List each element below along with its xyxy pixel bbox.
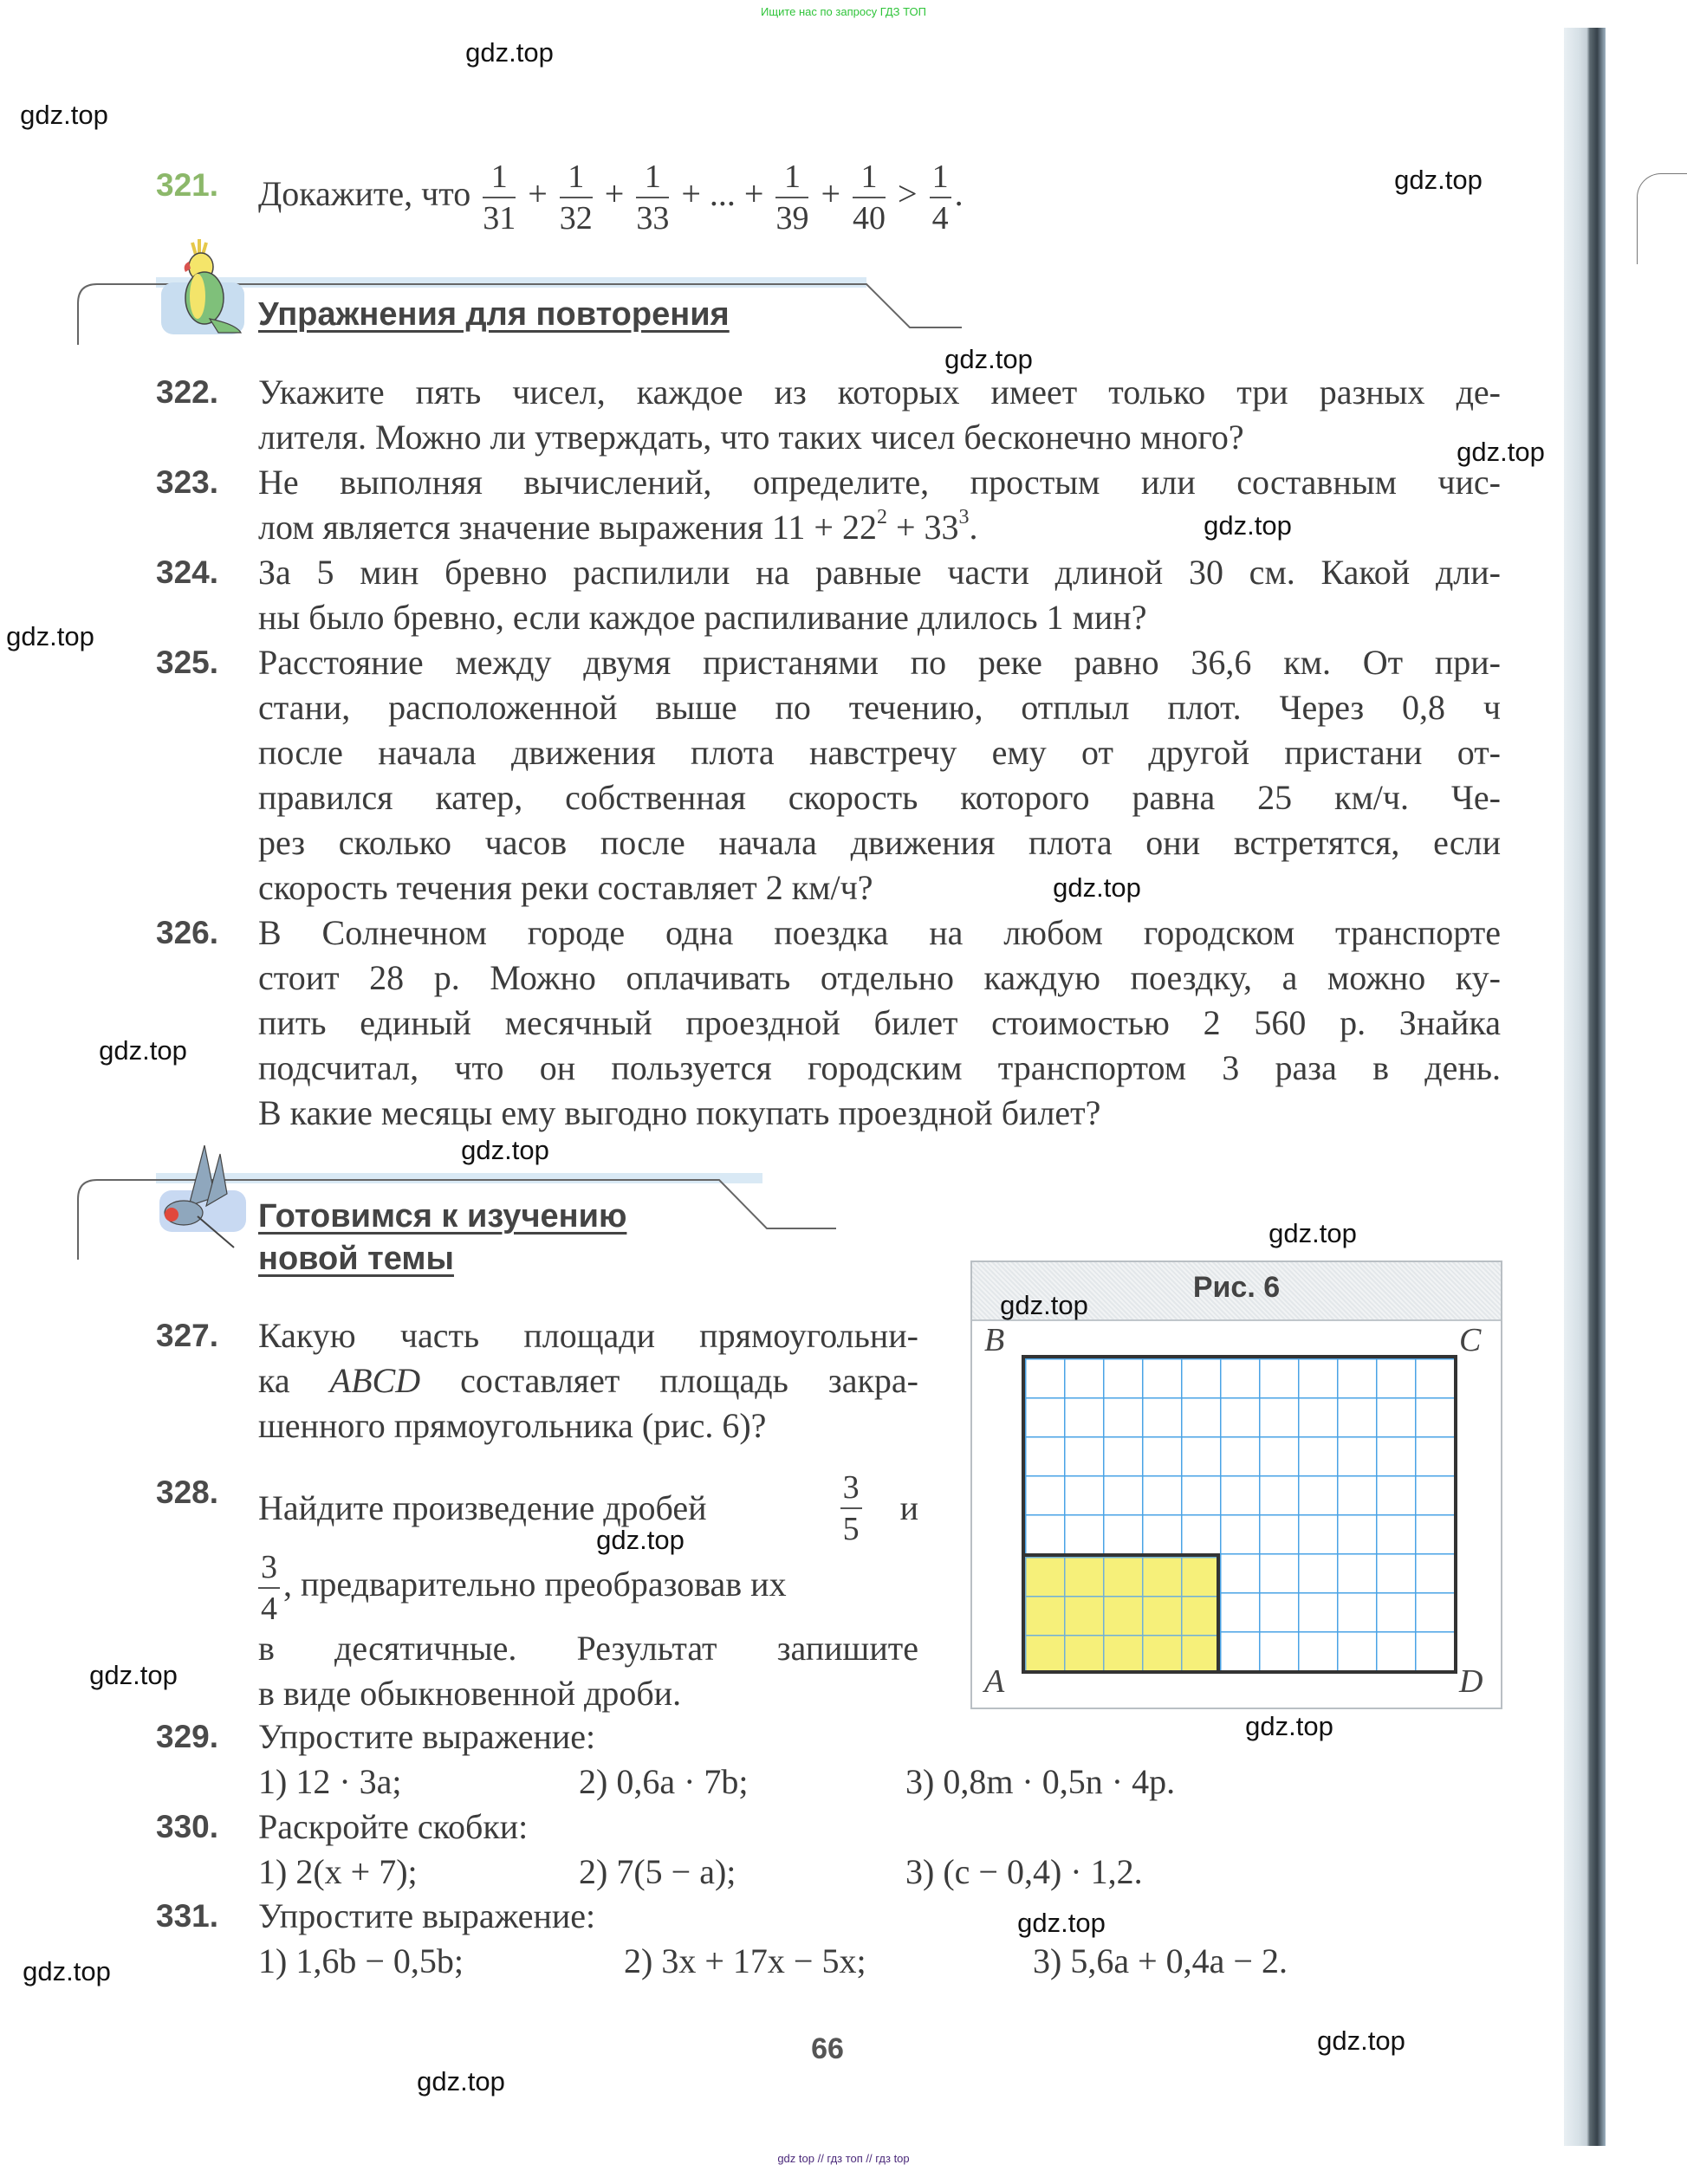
swallow-icon xyxy=(154,1145,256,1249)
watermark: gdz.top xyxy=(1317,2025,1405,2056)
watermark: gdz.top xyxy=(596,1525,685,1555)
fraction: $\frac{1}{39}$ xyxy=(775,159,809,237)
fraction: $\frac{3}{5}$ xyxy=(840,1471,862,1546)
problem-325-line: стани, расположенной выше по течению, отплыл плот. Через 0,8 ч xyxy=(258,688,1501,727)
problem-327-line: шенного прямоугольника (рис. 6)? xyxy=(258,1406,767,1445)
problem-number-324: 324. xyxy=(156,554,219,590)
watermark: gdz.top xyxy=(1000,1290,1088,1320)
watermark: gdz.top xyxy=(417,2066,505,2097)
problem-325-line: рез сколько часов после начала движения плота они встретятся, если xyxy=(258,823,1501,862)
page-number: 66 xyxy=(811,2032,844,2065)
problem-331-item: 2) 3x + 17x − 5x; xyxy=(624,1941,866,1980)
vertex-label-b: B xyxy=(984,1322,1005,1358)
fraction: $\frac{1}{4}$ xyxy=(930,160,951,235)
problem-number-328: 328. xyxy=(156,1474,219,1510)
watermark: gdz.top xyxy=(465,37,554,68)
watermark: gdz.top xyxy=(1457,437,1545,467)
problem-322-line: лителя. Можно ли утверждать, что таких чисел бесконечно много? xyxy=(258,418,1244,457)
vertex-label-a: A xyxy=(984,1663,1005,1700)
watermark: gdz.top xyxy=(1268,1218,1357,1248)
watermark: gdz.top xyxy=(6,621,94,651)
problem-325-line: после начала движения плота навстречу ему от другой пристани от- xyxy=(258,733,1501,772)
parrot-icon xyxy=(158,236,251,338)
problem-323-line: лом является значение выражения $11 + 22^2 + 33^3$. xyxy=(258,506,978,547)
fraction: $\frac{3}{4}$ xyxy=(258,1551,280,1625)
problem-324-line: За 5 мин бревно распилили на равные части длиной 30 см. Какой дли- xyxy=(258,553,1501,592)
problem-330-item: 3) (c − 0,4) · 1,2. xyxy=(905,1852,1143,1891)
problem-325-line: Расстояние между двумя пристанями по реке равно 36,6 км. От при- xyxy=(258,643,1501,682)
watermark: gdz.top xyxy=(99,1035,187,1066)
problem-326-line: В Солнечном городе одна поездка на любом городском транспорте xyxy=(258,913,1501,952)
next-page-edge xyxy=(1637,173,1687,264)
problem-331-item: 1) 1,6b − 0,5b; xyxy=(258,1941,464,1980)
problem-329-item: 3) 0,8m · 0,5n · 4p. xyxy=(905,1762,1176,1801)
problem-326-line: В какие месяцы ему выгодно покупать проездной билет? xyxy=(258,1093,1101,1132)
fraction: $\frac{1}{33}$ xyxy=(636,159,670,237)
top-banner: Ищите нас по запросу ГДЗ ТОП xyxy=(761,5,926,18)
problem-325-line: правился катер, собственная скорость которого равна 25 км/ч. Че- xyxy=(258,778,1501,817)
problem-329-item: 2) 0,6a · 7b; xyxy=(579,1762,749,1801)
watermark: gdz.top xyxy=(944,344,1033,374)
problem-321-text: Докажите, что xyxy=(258,174,471,214)
vertex-label-d: D xyxy=(1459,1663,1483,1700)
figure-title: Рис. 6 xyxy=(1192,1271,1281,1304)
problem-327-line: ка ABCD составляет площадь закра- xyxy=(258,1361,918,1400)
problem-number-321: 321. xyxy=(156,167,219,203)
fraction: $\frac{1}{40}$ xyxy=(853,159,886,237)
problem-number-330: 330. xyxy=(156,1809,219,1844)
problem-326-line: стоит 28 р. Можно оплачивать отдельно каждую поездку, а можно ку- xyxy=(258,958,1501,997)
watermark: gdz.top xyxy=(1394,165,1483,195)
figure-6 xyxy=(970,1260,1502,1709)
watermark: gdz.top xyxy=(1017,1908,1106,1938)
watermark: gdz.top xyxy=(20,100,108,130)
problem-number-326: 326. xyxy=(156,915,219,950)
book-spine xyxy=(1564,28,1606,2146)
problem-number-322: 322. xyxy=(156,374,219,410)
problem-330-title: Раскройте скобки: xyxy=(258,1807,529,1846)
watermark: gdz.top xyxy=(1245,1711,1333,1741)
problem-331-title: Упростите выражение: xyxy=(258,1896,596,1935)
problem-322-line: Укажите пять чисел, каждое из которых имеет только три разных де- xyxy=(258,373,1501,412)
problem-number-325: 325. xyxy=(156,645,219,680)
problem-327-line: Какую часть площади прямоугольни- xyxy=(258,1316,918,1355)
watermark: gdz.top xyxy=(1053,872,1141,903)
problem-323-line: Не выполняя вычислений, определите, простым или составным чис- xyxy=(258,463,1501,502)
vertex-label-c: C xyxy=(1459,1322,1482,1358)
problem-328-line: в виде обыкновенной дроби. xyxy=(258,1674,682,1713)
problem-328-line: $\frac{3}{4}$ , предварительно преобразовав их xyxy=(258,1551,787,1625)
watermark: gdz.top xyxy=(23,1956,111,1986)
problem-number-327: 327. xyxy=(156,1318,219,1353)
problem-329-item: 1) 12 · 3a; xyxy=(258,1762,402,1801)
problem-329-title: Упростите выражение: xyxy=(258,1717,596,1756)
footer-links: gdz top // гдз топ // гдз top xyxy=(777,2152,910,2165)
shaded-rectangle xyxy=(1025,1553,1220,1670)
problem-number-323: 323. xyxy=(156,464,219,500)
watermark: gdz.top xyxy=(1204,510,1292,541)
problem-326-line: подсчитал, что он пользуется городским транспортом 3 раза в день. xyxy=(258,1048,1501,1087)
problem-328-line: в десятичные. Результат запишите xyxy=(258,1629,918,1668)
problem-324-line: ны было бревно, если каждое распиливание длилось 1 мин? xyxy=(258,598,1147,637)
section-title-prepare-line1: Готовимся к изучению xyxy=(258,1198,627,1235)
problem-321: Докажите, что $\frac{1}{31}$ + $\frac{1}{32}$ + $\frac{1}{33}$ + ... + $\frac{1}{39}$ + $\frac{1}{40}$ > $\frac{1}{4}$ . xyxy=(258,159,964,237)
problem-330-item: 2) 7(5 − a); xyxy=(579,1852,736,1891)
section-title-review: Упражнения для повторения xyxy=(258,296,730,333)
problem-330-item: 1) 2(x + 7); xyxy=(258,1852,418,1891)
problem-328-line: Найдите произведение дробей $\frac{3}{5}$ и xyxy=(258,1469,918,1547)
problem-326-line: пить единый месячный проездной билет стоимостью 2 560 р. Знайка xyxy=(258,1003,1501,1042)
rectangle-abcd-grid xyxy=(1022,1355,1457,1674)
problem-number-331: 331. xyxy=(156,1898,219,1934)
section-title-prepare-line2: новой темы xyxy=(258,1241,454,1277)
fraction: $\frac{1}{31}$ xyxy=(483,159,516,237)
fraction: $\frac{1}{32}$ xyxy=(559,159,593,237)
watermark: gdz.top xyxy=(461,1135,549,1165)
problem-325-line: скорость течения реки составляет 2 км/ч? xyxy=(258,868,873,907)
problem-331-item: 3) 5,6a + 0,4a − 2. xyxy=(1033,1941,1288,1980)
watermark: gdz.top xyxy=(89,1660,178,1690)
problem-number-329: 329. xyxy=(156,1719,219,1754)
